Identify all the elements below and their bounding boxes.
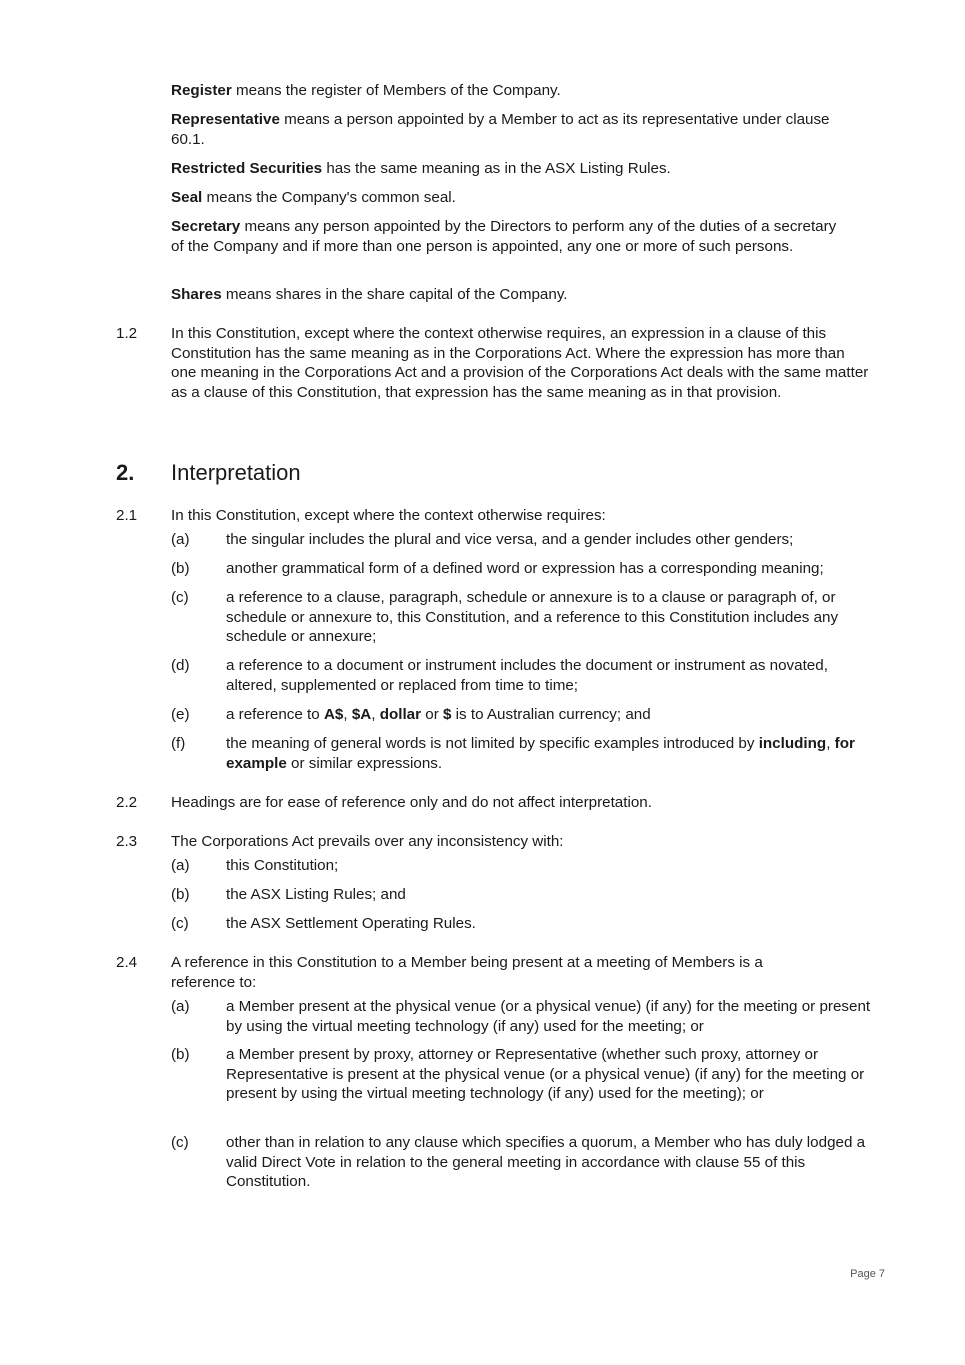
paragraph-text: the ASX Listing Rules; and: [226, 886, 406, 903]
paragraph-label: (b): [171, 886, 190, 903]
paragraph-text: other than in relation to any clause which specifies a quorum, a Member who has duly lodged a valid Direct Vote in relation to the general meeting in accordance with clause 55 of this Constitution.: [226, 1134, 866, 1190]
definition-text: means the Company's common seal.: [202, 189, 456, 206]
definition-representative: [171, 110, 851, 149]
definition-secretary: [171, 217, 851, 256]
text-run: or: [421, 706, 443, 723]
definition-term: Secretary: [171, 218, 241, 235]
paragraph-text: [226, 705, 871, 725]
definition-term: Shares: [171, 286, 222, 303]
definition-text: means the register of Members of the Company.: [231, 82, 561, 99]
paragraph-label: (c): [171, 1134, 189, 1151]
paragraph-text: another grammatical form of a defined word or expression has a corresponding meaning;: [226, 560, 824, 577]
definition-register: [171, 81, 851, 101]
definition-text: has the same meaning as in the ASX Listing Rules.: [322, 160, 671, 177]
text-run: a reference to: [226, 706, 324, 723]
defined-term: $: [443, 706, 452, 723]
definition-text: means shares in the share capital of the Company.: [221, 286, 568, 303]
paragraph-label: (c): [171, 589, 189, 606]
clause-2-3-intro: The Corporations Act prevails over any inconsistency with:: [171, 833, 564, 850]
paragraph-text: [226, 734, 871, 773]
paragraph-label: (e): [171, 706, 190, 723]
text-run: ,: [371, 706, 380, 723]
paragraph-label: (f): [171, 735, 186, 752]
definition-term: Register: [171, 82, 232, 99]
clause-number: 2.1: [116, 507, 138, 524]
page-number: Page 7: [850, 1268, 885, 1280]
definition-text: means any person appointed by the Directors to perform any of the duties of a secretary of the Company and if more than one person is appointed, any one or more of such persons.: [171, 218, 837, 255]
section-number: 2.: [116, 460, 135, 485]
paragraph-text: a Member present at the physical venue (or a physical venue) (if any) for the meeting or present by using the virtual meeting technology (if any) used for the meeting; or: [226, 998, 871, 1035]
paragraph-label: (b): [171, 1046, 190, 1063]
definition-text: means a person appointed by a Member to act as its representative under clause 60.1.: [171, 111, 830, 148]
paragraph-label: (a): [171, 857, 190, 874]
defined-term: dollar: [379, 706, 422, 723]
paragraph-text: a reference to a document or instrument includes the document or instrument as novated, altered, supplemented or replaced from time to time;: [226, 657, 828, 694]
paragraph-text: a reference to a clause, paragraph, schedule or annexure is to a clause or paragraph of, or schedule or annexure to, this Constitution, and a reference to this Constitution includes any schedule or annexure;: [226, 589, 839, 645]
defined-term: including: [758, 735, 827, 752]
definition-seal: [171, 188, 851, 208]
clause-2-1-intro: In this Constitution, except where the context otherwise requires:: [171, 507, 606, 524]
paragraph-label: (a): [171, 998, 190, 1015]
clause-number: 1.2: [116, 325, 138, 342]
definition-term: Restricted Securities: [171, 160, 323, 177]
text-run: the meaning of general words is not limited by specific examples introduced by: [226, 735, 759, 752]
clause-number: 2.2: [116, 794, 138, 811]
clause-2-4-intro: A reference in this Constitution to a Member being present at a meeting of Members is a reference to:: [171, 954, 763, 991]
paragraph-label: (a): [171, 531, 190, 548]
paragraph-text: the ASX Settlement Operating Rules.: [226, 915, 476, 932]
definition-shares: [171, 285, 851, 305]
text-run: or similar expressions.: [286, 754, 443, 772]
definition-term: Representative: [171, 111, 280, 128]
text-run: is to Australian currency; and: [451, 706, 651, 723]
definition-restricted-securities: [171, 159, 851, 179]
defined-term: for example: [226, 735, 855, 772]
definition-term: Seal: [171, 189, 203, 206]
paragraph-text: the singular includes the plural and vice versa, and a gender includes other genders;: [226, 531, 794, 548]
clause-1-2-text: In this Constitution, except where the context otherwise requires, an expression in a clause of this Constitution has the same meaning as in the Corporations Act. Where the expression has more than one meaning in the Corporations Act and a provision of the Corporations Act deals with the same matter as a clause of this Constitution, that expression has the same meaning as in that provision.: [171, 325, 869, 401]
clause-number: 2.3: [116, 833, 138, 850]
text-run: ,: [826, 735, 835, 752]
paragraph-text: this Constitution;: [226, 857, 339, 874]
clause-2-2-text: Headings are for ease of reference only and do not affect interpretation.: [171, 794, 652, 811]
paragraph-label: (c): [171, 915, 189, 932]
section-title: Interpretation: [171, 460, 301, 485]
paragraph-label: (d): [171, 657, 190, 674]
clause-number: 2.4: [116, 954, 138, 971]
defined-term: $A: [351, 706, 372, 723]
paragraph-label: (b): [171, 560, 190, 577]
defined-term: A$: [323, 706, 344, 723]
text-run: ,: [343, 706, 352, 723]
paragraph-text: a Member present by proxy, attorney or Representative (whether such proxy, attorney or Representative is present at the physical venue (or a physical venue) (if any) for the meeting or present by using the virtual meeting technology (if any) used for the meeting); or: [226, 1046, 865, 1102]
